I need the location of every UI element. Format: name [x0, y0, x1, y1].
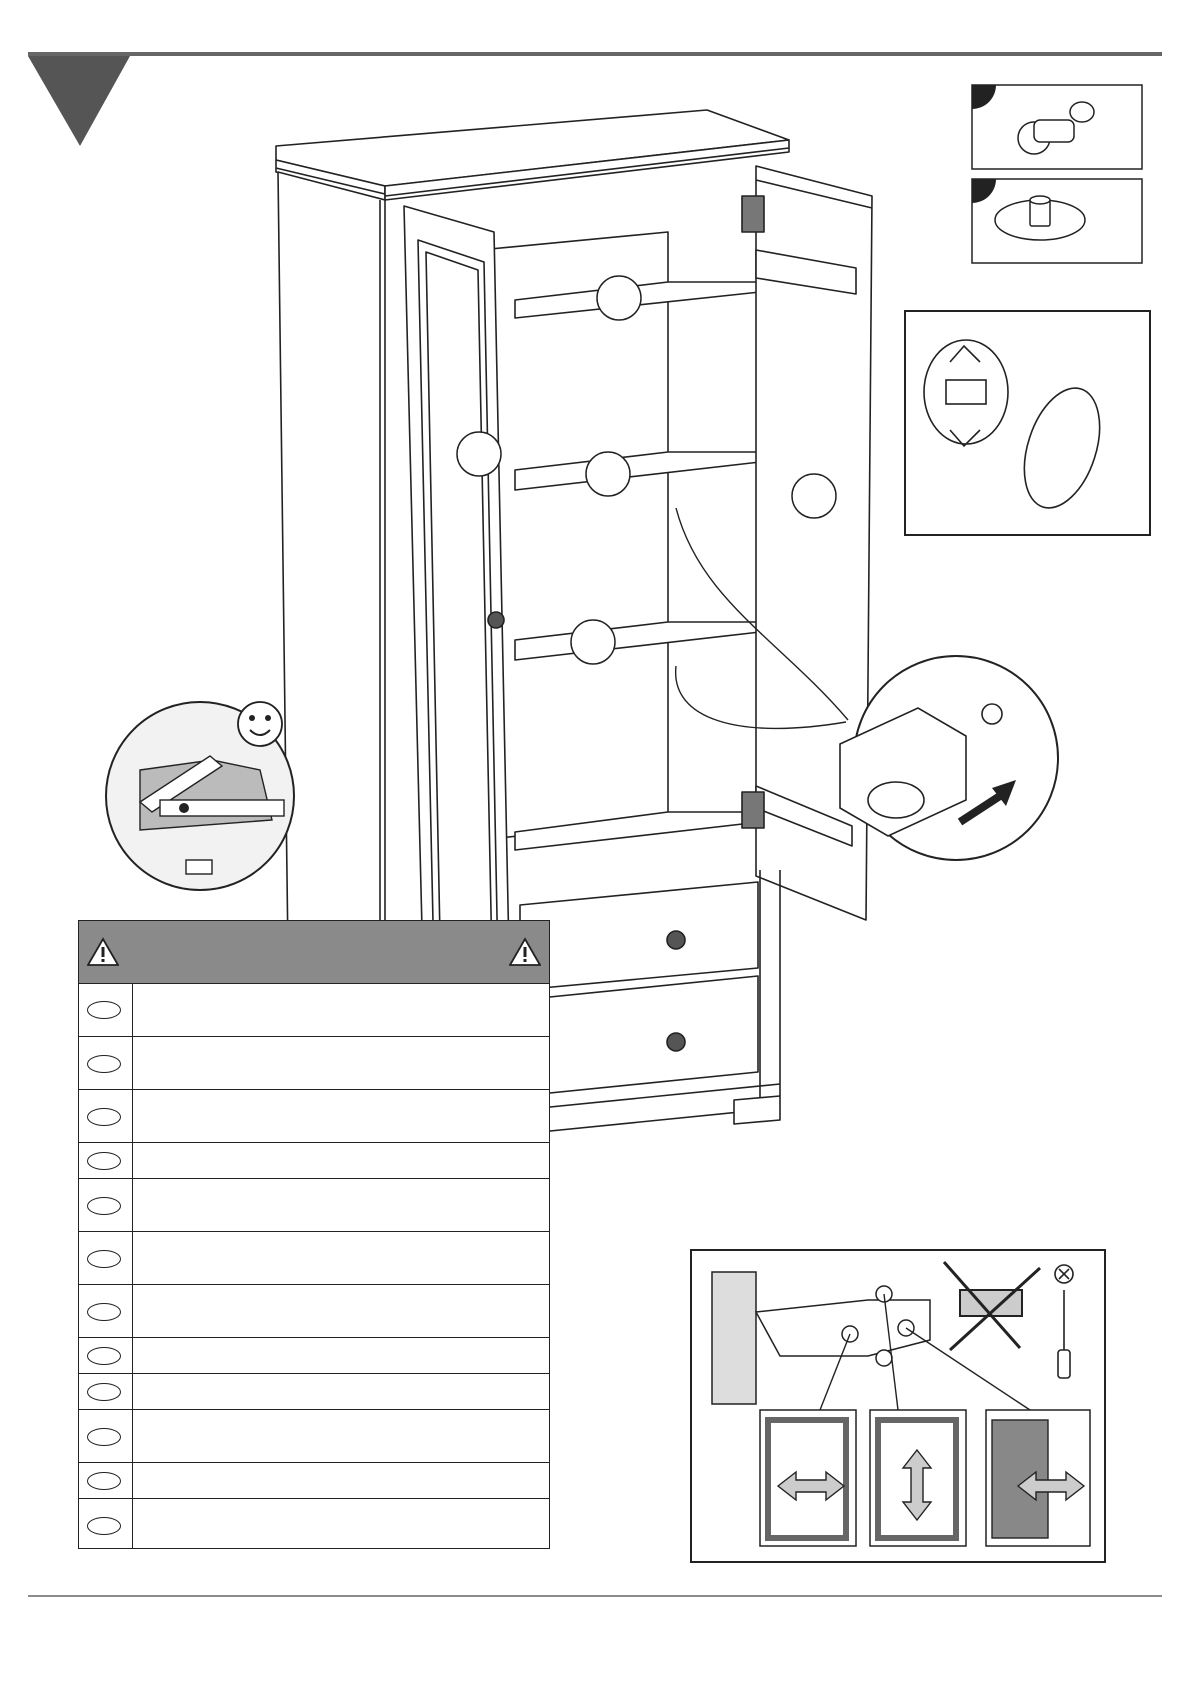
language-code-oval — [87, 1250, 121, 1268]
warning-row — [79, 1462, 549, 1498]
part-circle-shelf-top — [597, 276, 641, 320]
cam-lock-detail-box — [905, 311, 1150, 535]
warning-row — [79, 1089, 549, 1142]
language-code-oval — [87, 1472, 121, 1490]
hinge-adjust-box — [691, 1250, 1105, 1562]
smiley-icon — [238, 702, 282, 746]
language-code-oval — [87, 1197, 121, 1215]
language-code-oval — [87, 1303, 121, 1321]
peg-callout-box — [972, 85, 1142, 169]
peg-insert-detail — [840, 656, 1058, 860]
warning-icon — [509, 937, 541, 967]
part-circle-right-door — [792, 474, 836, 518]
step-triangle-marker — [28, 56, 130, 146]
part-circle-shelf-middle — [586, 452, 630, 496]
adjust-depth-panel — [986, 1410, 1090, 1546]
warning-row — [79, 1498, 549, 1551]
warning-row — [79, 1337, 549, 1373]
adjust-vertical-panel — [870, 1410, 966, 1546]
adjust-horizontal-panel — [760, 1410, 856, 1546]
warning-table-header — [79, 921, 549, 984]
language-code-oval — [87, 1347, 121, 1365]
language-code-oval — [87, 1108, 121, 1126]
stud-callout-box — [972, 179, 1142, 263]
part-circle-left-door — [457, 432, 501, 476]
language-code-oval — [87, 1383, 121, 1401]
warning-row — [79, 1178, 549, 1231]
warning-row — [79, 1142, 549, 1178]
warning-row — [79, 1231, 549, 1284]
warning-row — [79, 1373, 549, 1409]
warning-icon — [87, 937, 119, 967]
warning-row — [79, 1036, 549, 1089]
language-code-oval — [87, 1055, 121, 1073]
warning-row — [79, 1284, 549, 1337]
warning-row — [79, 1409, 549, 1462]
language-code-oval — [87, 1517, 121, 1535]
language-code-oval — [87, 1428, 121, 1446]
spirit-level-detail — [106, 702, 294, 890]
language-code-oval — [87, 1001, 121, 1019]
language-code-oval — [87, 1152, 121, 1170]
warning-row — [79, 983, 549, 1036]
warning-table — [78, 920, 550, 1549]
part-circle-shelf-lower — [571, 620, 615, 664]
